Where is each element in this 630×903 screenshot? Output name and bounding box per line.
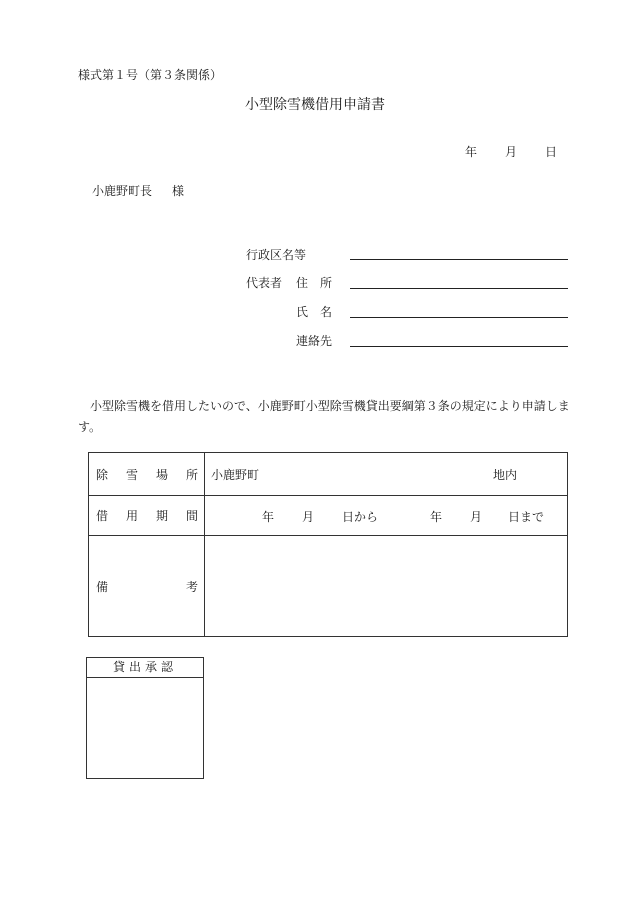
document-title: 小型除雪機借用申請書 <box>245 97 385 113</box>
location-value-cell[interactable] <box>205 453 568 496</box>
date-year: 年 <box>465 145 478 159</box>
remarks-label-char: 備 <box>96 579 109 594</box>
addressee-honorific: 様 <box>172 184 185 198</box>
period-label-char: 用 <box>125 509 138 523</box>
period-start-year: 年 <box>262 509 275 524</box>
location-label-char: 除 <box>96 467 109 482</box>
name-field[interactable] <box>350 317 568 318</box>
location-row <box>89 453 568 496</box>
approval-box <box>86 657 204 779</box>
period-end-year: 年 <box>430 509 443 524</box>
period-start-month: 月 <box>302 509 315 524</box>
form-number: 様式第１号（第３条関係） <box>78 68 223 82</box>
location-label-cell <box>89 453 205 496</box>
approval-stamp-area[interactable] <box>87 678 203 778</box>
application-table <box>88 452 568 637</box>
date-month: 月 <box>505 145 518 159</box>
contact-field[interactable] <box>350 346 568 347</box>
location-label-char: 所 <box>185 467 198 482</box>
period-row <box>89 496 568 536</box>
addressee <box>92 182 184 199</box>
period-start-day: 日から <box>342 509 379 524</box>
period-label-char: 借 <box>96 509 109 523</box>
addressee-name: 小鹿野町長 <box>92 184 153 198</box>
location-town: 小鹿野町 <box>211 468 260 482</box>
district-field[interactable] <box>350 259 568 260</box>
period-end-month: 月 <box>470 509 483 524</box>
approval-title: 貸出承認 <box>87 658 203 678</box>
period-label-char: 期 <box>155 509 168 523</box>
address-field[interactable] <box>350 288 568 289</box>
remarks-row <box>89 536 568 637</box>
representative-label: 代表者 <box>246 276 283 290</box>
date-day: 日 <box>545 145 558 159</box>
period-label-cell <box>89 496 205 536</box>
location-label-char: 場 <box>155 467 168 482</box>
location-label-char: 雪 <box>125 467 138 482</box>
name-label: 氏 名 <box>296 305 333 319</box>
application-statement: 小型除雪機を借用したいので、小鹿野町小型除雪機貸出要綱第３条の規定により申請します。 <box>78 399 570 434</box>
location-suffix: 地内 <box>493 468 518 482</box>
period-value-cell[interactable] <box>205 496 568 536</box>
remarks-label-cell <box>89 536 205 637</box>
remarks-label-char: 考 <box>185 579 198 594</box>
period-label-char: 間 <box>185 509 198 523</box>
contact-label: 連絡先 <box>296 334 333 348</box>
date-row <box>465 143 557 160</box>
remarks-value-cell[interactable] <box>205 536 568 637</box>
district-label: 行政区名等 <box>246 248 307 262</box>
address-label: 住 所 <box>296 276 333 290</box>
period-end-day: 日まで <box>508 509 545 524</box>
